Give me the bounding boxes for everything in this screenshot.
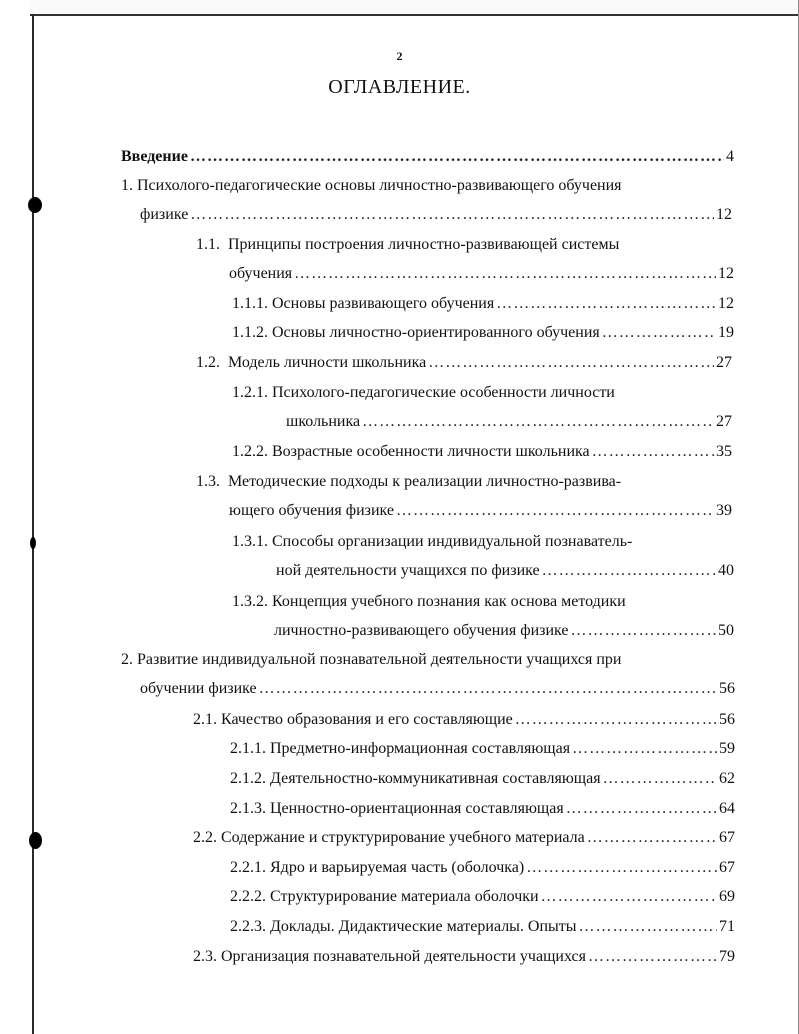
leader-dots <box>190 145 724 169</box>
toc-entry-number: 2.2. <box>193 829 217 846</box>
toc-entry-title: Способы организации индивидуальной познаватель- <box>272 533 633 550</box>
toc-entry-title: Структурирование материала оболочки <box>270 888 539 905</box>
leader-dots <box>294 262 716 286</box>
toc-entry-title: Организация познавательной деятельности учащихся <box>221 948 586 965</box>
toc-entry-page: 4 <box>726 148 734 165</box>
leader-dots <box>588 945 717 969</box>
toc-entry-number: 1.1.2. <box>232 324 268 341</box>
toc-entry-page: 27 <box>716 413 732 430</box>
toc-entry-title: Ядро и варьируемая часть (оболочка) <box>270 859 525 876</box>
leader-dots <box>603 767 717 791</box>
toc-entry-2-3[interactable] <box>0 945 799 969</box>
toc-entry-number: 2.2.2. <box>230 888 266 905</box>
toc-entry-2-2-2[interactable] <box>0 885 799 909</box>
toc-entry-title-cont: ющего обучения физике <box>229 502 394 519</box>
leader-dots <box>541 885 717 909</box>
toc-entry-number: 1.3.2. <box>232 593 268 610</box>
toc-entry-1-3-1[interactable] <box>0 530 799 590</box>
toc-entry-title: Модель личности школьника <box>228 354 427 371</box>
toc-entry-number: 1.1.1. <box>232 295 268 312</box>
toc-entry-number: 1.1. <box>196 236 220 253</box>
toc-entry-2-1-1[interactable] <box>0 737 799 761</box>
toc-entry-page: 56 <box>719 711 735 728</box>
toc-entry-title: Качество образования и его составляющие <box>221 711 513 728</box>
toc-entry-number: 1. <box>121 177 133 194</box>
leader-dots <box>190 203 714 227</box>
toc-entry-title: Содержание и структурирование учебного материала <box>221 829 585 846</box>
toc-entry-number: 2.2.1. <box>230 859 266 876</box>
toc-entry-page: 27 <box>716 354 732 371</box>
toc-entry-title: Предметно-информационная составляющая <box>270 740 571 757</box>
toc-entry-page: 64 <box>719 800 735 817</box>
toc-entry-title: Возрастные особенности личности школьника <box>272 443 590 460</box>
toc-entry-1-2[interactable] <box>0 351 799 375</box>
leader-dots <box>542 559 716 583</box>
toc-entry-number: 2.1.1. <box>230 740 266 757</box>
leader-dots <box>587 826 717 850</box>
toc-entry-page: 79 <box>719 948 735 965</box>
toc-entry-page: 40 <box>718 562 734 579</box>
toc-entry-1-3[interactable] <box>0 470 799 530</box>
toc-entry-2[interactable] <box>0 648 799 708</box>
page-title: ОГЛАВЛЕНИЕ. <box>328 76 471 98</box>
toc-entry-2-1-2[interactable] <box>0 767 799 791</box>
toc-entry-title-cont: физике <box>140 206 189 223</box>
page-number: 2 <box>396 49 403 63</box>
toc-entry-1[interactable] <box>0 174 799 234</box>
toc-entry-title: Введение <box>121 148 188 165</box>
toc-entry-2-2[interactable] <box>0 826 799 850</box>
toc-entry-2-2-1[interactable] <box>0 856 799 880</box>
toc-entry-number: 2.3. <box>193 948 217 965</box>
toc-entry-number: 1.3. <box>196 473 220 490</box>
toc-entry-page: 19 <box>718 324 734 341</box>
toc-entry-number: 2.1.3. <box>230 800 266 817</box>
leader-dots <box>259 677 717 701</box>
toc-entry-2-2-3[interactable] <box>0 915 799 939</box>
toc-entry-number: 2. <box>121 651 133 668</box>
toc-entry-title: Основы личностно-ориентированного обучения <box>272 324 600 341</box>
toc-entry-title: Принципы построения личностно-развивающей системы <box>228 236 620 253</box>
toc-entry-title: Ценностно-ориентационная составляющая <box>270 800 564 817</box>
toc-entry-number: 1.3.1. <box>232 533 268 550</box>
toc-entry-title: Деятельностно-коммуникативная составляющая <box>270 770 601 787</box>
toc-entry-number: 1.2.2. <box>232 443 268 460</box>
toc-entry-title: Методические подходы к реализации личностно-развива- <box>228 473 622 490</box>
toc-entry-1-3-2[interactable] <box>0 590 799 650</box>
leader-dots <box>579 915 717 939</box>
toc-entry-2-1-3[interactable] <box>0 797 799 821</box>
toc-entry-number: 2.1.2. <box>230 770 266 787</box>
toc-entry-title-cont: обучении физике <box>140 680 257 697</box>
toc-entry-1-1-2[interactable] <box>0 321 799 345</box>
toc-entry-page: 50 <box>718 622 734 639</box>
toc-entry-number: 2.1. <box>193 711 217 728</box>
toc-entry-intro[interactable] <box>0 145 799 169</box>
toc-entry-page: 67 <box>719 829 735 846</box>
leader-dots <box>602 321 716 345</box>
toc-entry-page: 67 <box>719 859 735 876</box>
toc-entry-2-1[interactable] <box>0 708 799 732</box>
toc-entry-title: Психолого-педагогические основы личностно-развивающего обучения <box>137 177 622 194</box>
toc-entry-title-cont: обучения <box>229 265 293 282</box>
toc-entry-page: 12 <box>718 295 734 312</box>
leader-dots <box>396 499 714 523</box>
leader-dots <box>515 708 717 732</box>
toc-entry-title: Развитие индивидуальной познавательной деятельности учащихся при <box>137 651 622 668</box>
toc-entry-1-1[interactable] <box>0 233 799 293</box>
toc-entry-page: 35 <box>716 443 732 460</box>
toc-entry-title: Концепция учебного познания как основа методики <box>272 593 626 610</box>
toc-entry-1-1-1[interactable] <box>0 292 799 316</box>
toc-entry-page: 12 <box>718 265 734 282</box>
toc-entry-page: 62 <box>719 770 735 787</box>
toc-entry-page: 12 <box>716 206 732 223</box>
toc-entry-page: 69 <box>719 888 735 905</box>
leader-dots <box>428 351 714 375</box>
leader-dots <box>592 440 714 464</box>
toc-entry-number: 1.2. <box>196 354 220 371</box>
leader-dots <box>566 797 717 821</box>
leader-dots <box>571 619 716 643</box>
toc-entry-title-cont: личностно-развивающего обучения физике <box>274 622 569 639</box>
leader-dots <box>362 410 714 434</box>
toc-entry-number: 1.2.1. <box>232 384 268 401</box>
leader-dots <box>572 737 717 761</box>
toc-entry-page: 71 <box>719 918 735 935</box>
toc-entry-number: 2.2.3. <box>230 918 266 935</box>
toc-entry-page: 56 <box>719 680 735 697</box>
toc-entry-1-2-1[interactable] <box>0 381 799 441</box>
toc-entry-title: Доклады. Дидактические материалы. Опыты <box>270 918 577 935</box>
toc-entry-title-cont: школьника <box>286 413 361 430</box>
toc-entry-page: 59 <box>719 740 735 757</box>
toc-entry-title-cont: ной деятельности учащихся по физике <box>276 562 540 579</box>
toc-entry-1-2-2[interactable] <box>0 440 799 464</box>
toc-entry-title: Основы развивающего обучения <box>272 295 495 312</box>
leader-dots <box>496 292 716 316</box>
toc-entry-page: 39 <box>716 502 732 519</box>
leader-dots <box>526 856 717 880</box>
toc-entry-title: Психолого-педагогические особенности личности <box>272 384 615 401</box>
